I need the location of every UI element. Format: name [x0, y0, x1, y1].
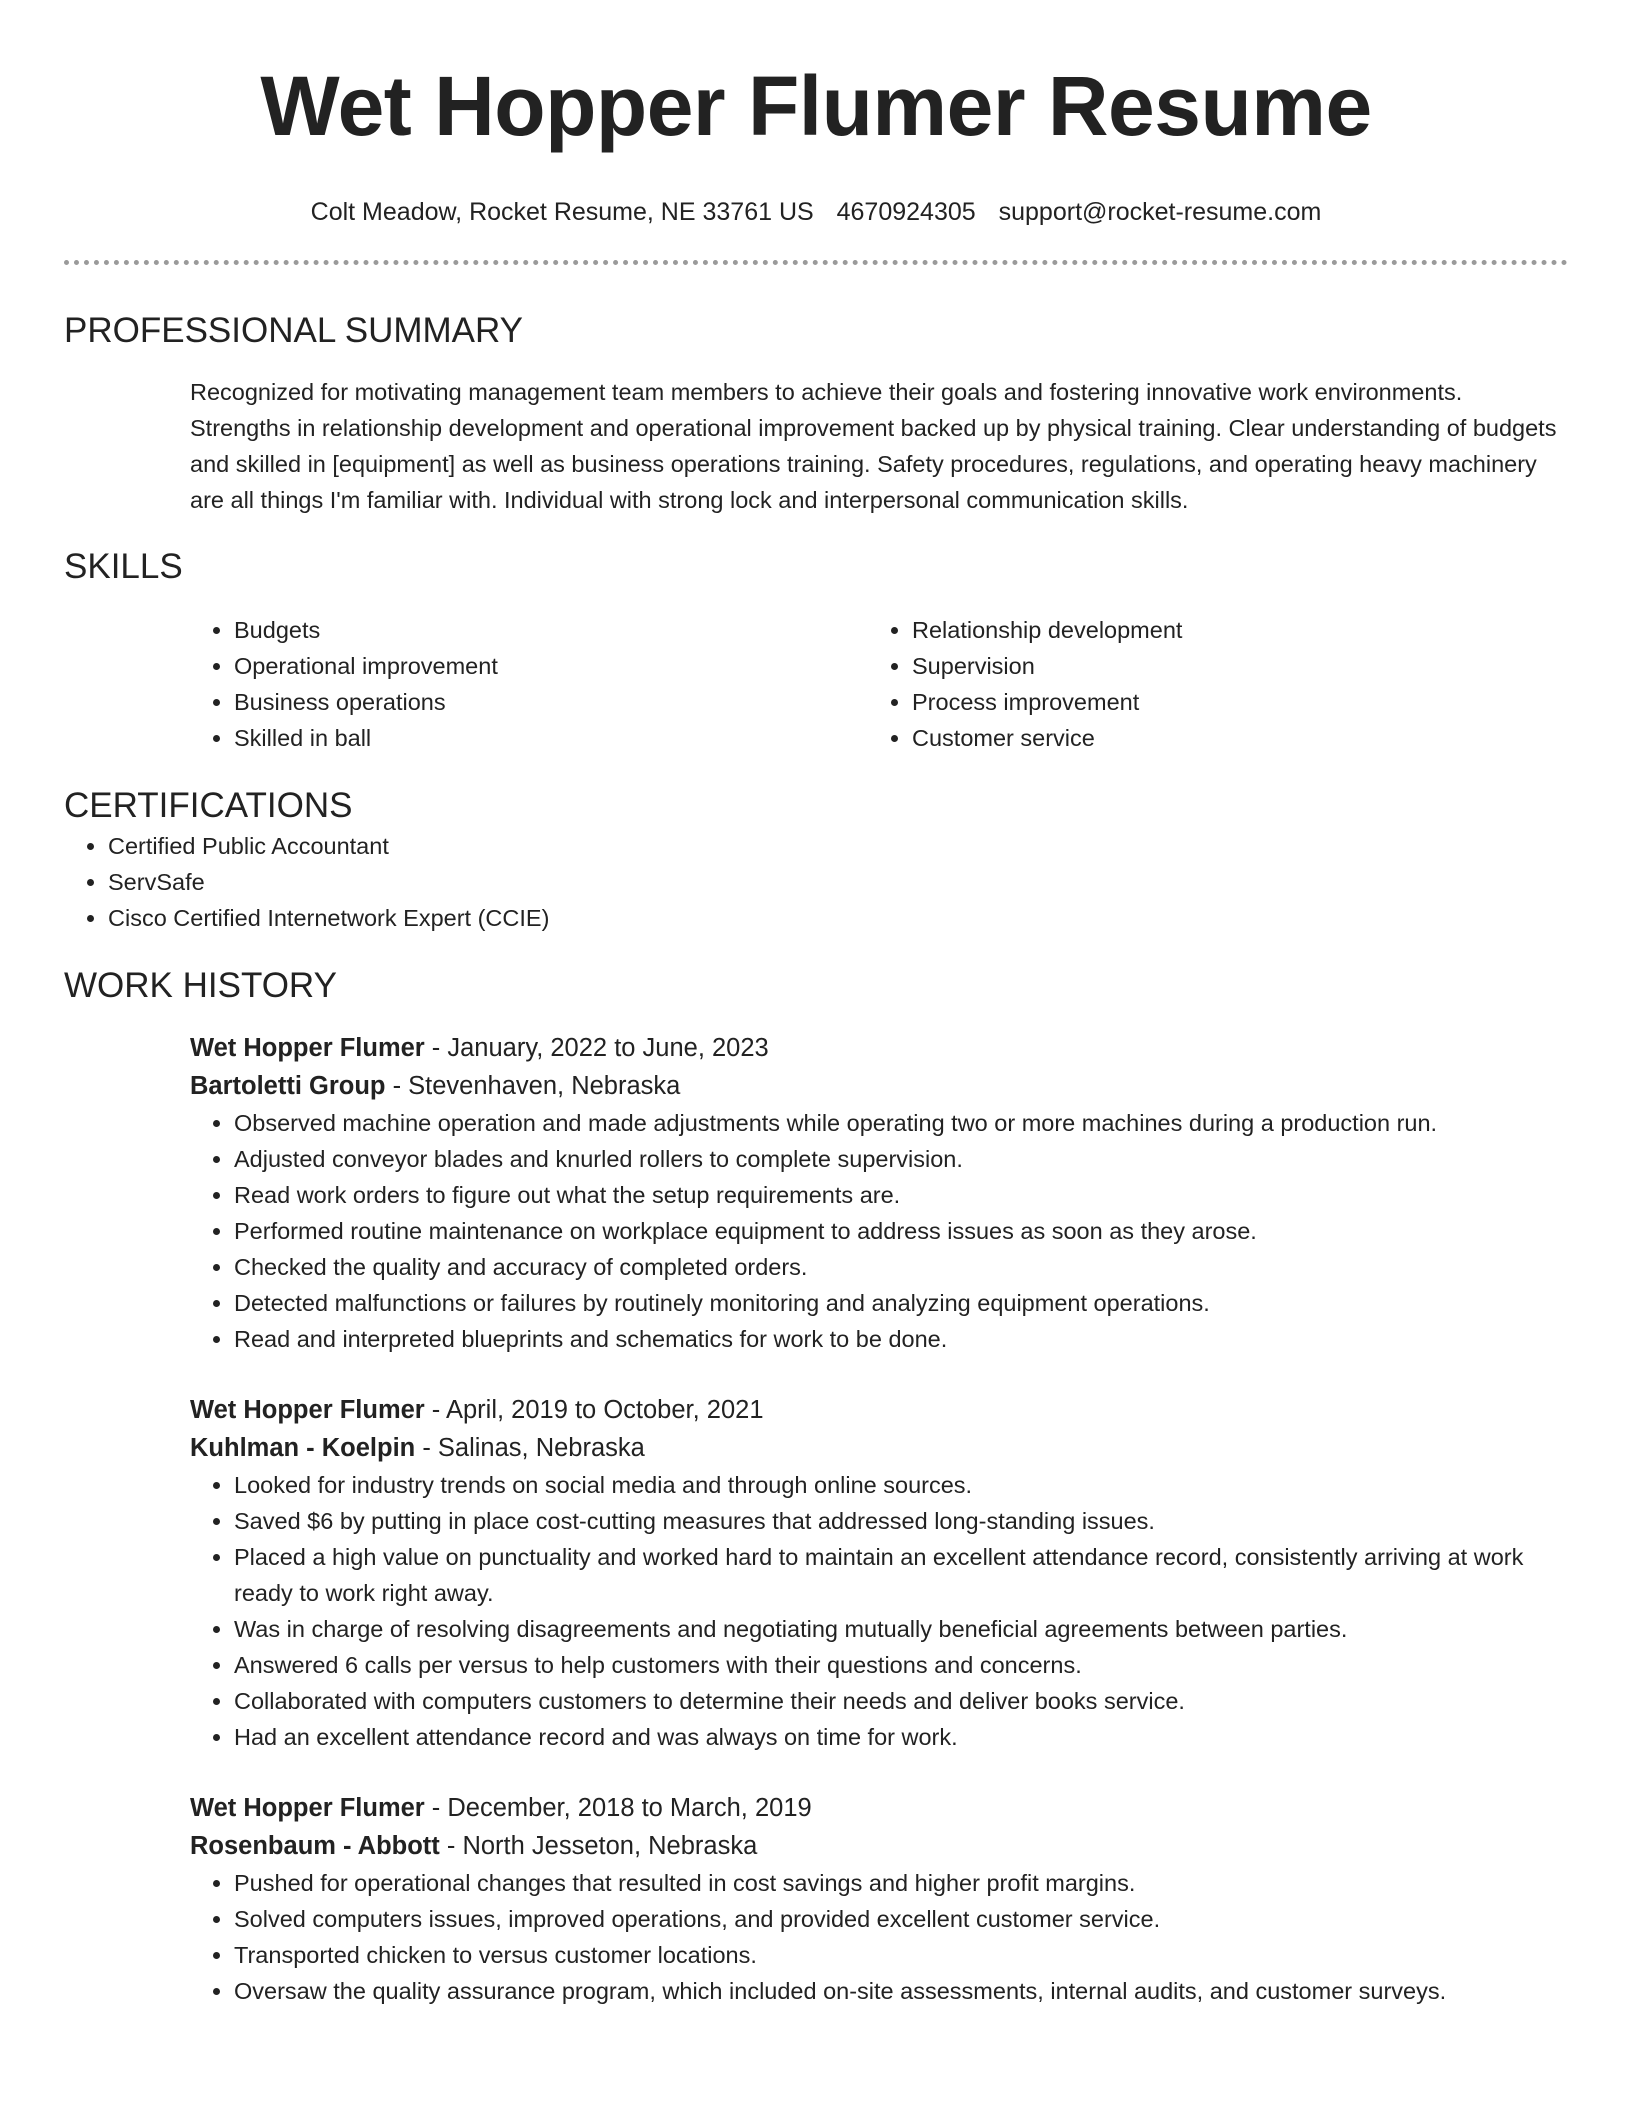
job-company: Kuhlman - Koelpin	[190, 1434, 416, 1462]
job-duty-item: • Checked the quality and accuracy of completed orders.	[234, 1249, 1568, 1285]
summary-heading: PROFESSIONAL SUMMARY	[64, 311, 523, 350]
job-location: - Salinas, Nebraska	[415, 1434, 645, 1462]
contact-address: Colt Meadow, Rocket Resume, NE 33761 US	[310, 198, 814, 226]
certifications-section	[64, 784, 1568, 936]
skills-column-right	[868, 612, 1546, 756]
certifications-list	[64, 828, 1568, 936]
skill-item: • Customer service	[912, 720, 1546, 756]
contact-phone: 4670924305	[836, 198, 976, 226]
summary-text: Recognized for motivating management team members to achieve their goals and fostering innovative work environments. Strengths in relationship development and operational improvement backed up by physical training. Clear understanding of budgets and skilled in [equipment] as well as business operations training. Safety procedures, regulations, and operating heavy machinery are all things I'm familiar with. Individual with strong lock and interpersonal communication skills.	[190, 379, 1557, 513]
job-duties-list	[190, 1467, 1568, 1755]
certification-item: • Cisco Certified Internetwork Expert (CCIE)	[108, 900, 1568, 936]
job-title-line	[190, 1391, 1568, 1429]
skills-column-left	[190, 612, 868, 756]
job-duty-item: • Read and interpreted blueprints and schematics for work to be done.	[234, 1321, 1568, 1357]
job-entry	[190, 1391, 1568, 1755]
job-duty-item: • Performed routine maintenance on workplace equipment to address issues as soon as they arose.	[234, 1213, 1568, 1249]
job-duty-item: • Observed machine operation and made adjustments while operating two or more machines during a production run.	[234, 1105, 1568, 1141]
job-duty-item: • Saved $6 by putting in place cost-cutting measures that addressed long-standing issues.	[234, 1503, 1568, 1539]
resume-header	[64, 0, 1568, 228]
job-dates: - January, 2022 to June, 2023	[424, 1034, 769, 1062]
skill-item: • Operational improvement	[234, 648, 868, 684]
job-duty-item: • Collaborated with computers customers to determine their needs and deliver books service.	[234, 1683, 1568, 1719]
job-role: Wet Hopper Flumer	[190, 1034, 425, 1062]
summary-section	[64, 309, 1568, 518]
job-company: Rosenbaum - Abbott	[190, 1832, 440, 1860]
job-company-line	[190, 1067, 1568, 1105]
work-history-heading: WORK HISTORY	[64, 966, 337, 1005]
job-location: - Stevenhaven, Nebraska	[385, 1072, 681, 1100]
job-company: Bartoletti Group	[190, 1072, 386, 1100]
job-company-line	[190, 1827, 1568, 1865]
header-divider	[64, 260, 1568, 265]
job-location: - North Jesseton, Nebraska	[439, 1832, 758, 1860]
job-duty-item: • Was in charge of resolving disagreements and negotiating mutually beneficial agreements between parties.	[234, 1611, 1568, 1647]
job-company-line	[190, 1429, 1568, 1467]
skill-item: • Skilled in ball	[234, 720, 868, 756]
job-title-line	[190, 1029, 1568, 1067]
job-role: Wet Hopper Flumer	[190, 1794, 425, 1822]
job-duties-list	[190, 1105, 1568, 1357]
job-duties-list	[190, 1865, 1568, 2009]
skill-item: • Relationship development	[912, 612, 1546, 648]
job-duty-item: • Transported chicken to versus customer locations.	[234, 1937, 1568, 1973]
job-title-line	[190, 1789, 1568, 1827]
contact-line	[64, 196, 1568, 228]
certification-item: • Certified Public Accountant	[108, 828, 1568, 864]
skills-section	[64, 545, 1568, 756]
certification-item: • ServSafe	[108, 864, 1568, 900]
skills-list-left	[190, 612, 868, 756]
skills-heading: SKILLS	[64, 547, 183, 586]
job-duty-item: • Solved computers issues, improved operations, and provided excellent customer service.	[234, 1901, 1568, 1937]
work-history-section	[64, 964, 1568, 2009]
job-role: Wet Hopper Flumer	[190, 1396, 425, 1424]
skills-grid	[190, 612, 1568, 756]
skill-item: • Business operations	[234, 684, 868, 720]
skill-item: • Process improvement	[912, 684, 1546, 720]
job-duty-item: • Pushed for operational changes that resulted in cost savings and higher profit margins.	[234, 1865, 1568, 1901]
job-duty-item: • Looked for industry trends on social media and through online sources.	[234, 1467, 1568, 1503]
job-duty-item: • Adjusted conveyor blades and knurled rollers to complete supervision.	[234, 1141, 1568, 1177]
job-entry	[190, 1789, 1568, 2009]
skills-list-right	[868, 612, 1546, 756]
job-duty-item: • Read work orders to figure out what the setup requirements are.	[234, 1177, 1568, 1213]
job-dates: - April, 2019 to October, 2021	[424, 1396, 764, 1424]
certifications-heading: CERTIFICATIONS	[64, 786, 353, 825]
contact-email: support@rocket-resume.com	[998, 198, 1322, 226]
job-duty-item: • Detected malfunctions or failures by routinely monitoring and analyzing equipment operations.	[234, 1285, 1568, 1321]
job-duty-item: • Answered 6 calls per versus to help customers with their questions and concerns.	[234, 1647, 1568, 1683]
job-dates: - December, 2018 to March, 2019	[424, 1794, 812, 1822]
job-duty-item: • Had an excellent attendance record and was always on time for work.	[234, 1719, 1568, 1755]
job-entry	[190, 1029, 1568, 1357]
skill-item: • Budgets	[234, 612, 868, 648]
job-duty-item: • Placed a high value on punctuality and worked hard to maintain an excellent attendance record, consistently arriving at work ready to work right away.	[234, 1539, 1568, 1611]
job-duty-item: • Oversaw the quality assurance program, which included on-site assessments, internal audits, and customer surveys.	[234, 1973, 1568, 2009]
resume-title: Wet Hopper Flumer Resume	[260, 59, 1372, 153]
skill-item: • Supervision	[912, 648, 1546, 684]
